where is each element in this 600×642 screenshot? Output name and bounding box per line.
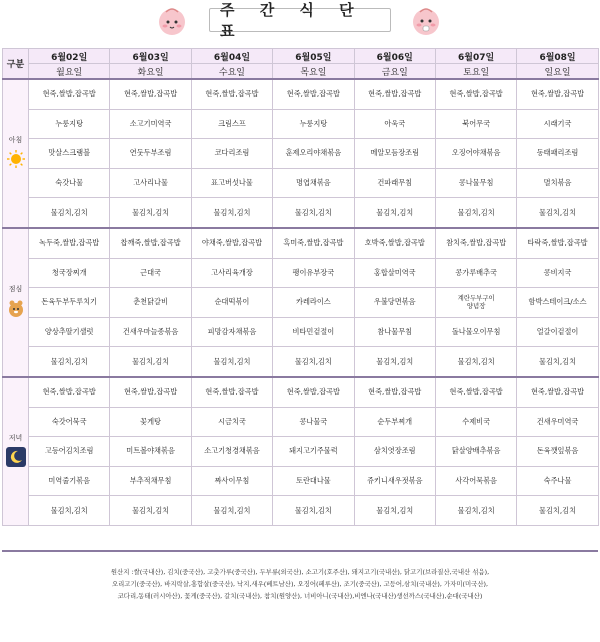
menu-cell: 녹두죽,쌀밥,잡곡밥: [29, 228, 110, 258]
moon-icon: [6, 461, 26, 469]
menu-cell: 닭살양배추볶음: [435, 437, 516, 467]
peach-character-icon: [410, 6, 442, 36]
menu-cell: 짜사이무침: [191, 466, 272, 496]
menu-row: [3, 437, 599, 467]
day-header: 목요일: [273, 64, 354, 80]
menu-cell: 오징어야채볶음: [435, 139, 516, 169]
menu-cell: 양상추딸기샐럿: [29, 317, 110, 347]
menu-cell: 물김치,김치: [110, 198, 191, 228]
menu-cell: 콩나물국: [273, 407, 354, 437]
page-header: [0, 0, 600, 40]
gubun-header: 구분: [3, 49, 29, 80]
menu-cell: 돌나물오이무침: [435, 317, 516, 347]
day-header-row: [3, 64, 599, 80]
sun-icon: [6, 163, 26, 171]
peach-character-icon: [156, 6, 188, 36]
menu-cell: 누룽지탕: [29, 109, 110, 139]
date-header: 6월03일: [110, 49, 191, 64]
menu-row: [3, 228, 599, 258]
menu-cell: 고사리육개장: [191, 258, 272, 288]
menu-row: [3, 139, 599, 169]
menu-cell: 물김치,김치: [354, 347, 435, 377]
menu-cell: 물김치,김치: [29, 347, 110, 377]
menu-cell: 춘천닭갈비: [110, 288, 191, 318]
menu-cell: 물김치,김치: [273, 198, 354, 228]
menu-cell: 현죽,쌀밥,잡곡밥: [29, 79, 110, 109]
menu-cell: 사각어묵볶음: [435, 466, 516, 496]
menu-row: [3, 496, 599, 526]
meal-label: 저녁: [8, 434, 23, 443]
day-header: 화요일: [110, 64, 191, 80]
menu-cell: 북어무국: [435, 109, 516, 139]
menu-cell: 훈제오리야채볶음: [273, 139, 354, 169]
menu-cell: 물김치,김치: [435, 198, 516, 228]
menu-cell: 소고기미역국: [110, 109, 191, 139]
date-header: 6월05일: [273, 49, 354, 64]
menu-cell: 물김치,김치: [110, 496, 191, 526]
origin-info: [2, 552, 598, 640]
menu-cell: 돼지고기주물럭: [273, 437, 354, 467]
menu-cell: 아욱국: [354, 109, 435, 139]
meal-label-cell: [3, 228, 29, 377]
menu-cell: 계란두부구이 양념장: [435, 288, 516, 318]
menu-cell: 현죽,쌀밥,잡곡밥: [29, 377, 110, 407]
menu-cell: 카레라이스: [273, 288, 354, 318]
menu-cell: 콩비지국: [517, 258, 598, 288]
menu-cell: 팽이유부장국: [273, 258, 354, 288]
menu-cell: 꽃게탕: [110, 407, 191, 437]
menu-cell: 순대떡볶이: [191, 288, 272, 318]
menu-cell: 참나물무침: [354, 317, 435, 347]
date-header-row: [3, 49, 599, 64]
menu-cell: 누룽지탕: [273, 109, 354, 139]
menu-cell: 물김치,김치: [191, 496, 272, 526]
day-header: 수요일: [191, 64, 272, 80]
menu-cell: 현죽,쌀밥,잡곡밥: [435, 377, 516, 407]
menu-cell: 물김치,김치: [191, 347, 272, 377]
menu-cell: 현죽,쌀밥,잡곡밥: [110, 79, 191, 109]
menu-cell: 우불당면볶음: [354, 288, 435, 318]
menu-cell: 피망감자채볶음: [191, 317, 272, 347]
day-header: 일요일: [517, 64, 598, 80]
menu-cell: 토란대나물: [273, 466, 354, 496]
menu-cell: 돈육깻잎볶음: [517, 437, 598, 467]
menu-row: [3, 347, 599, 377]
origin-line: 오리고기(중국산), 바지락살,홍합살(중국산), 낙지,새우(베트남산), 오징어(페루산), 조기(중국산), 고등어,삼치(국내산), 가자미(미국산),: [111, 580, 489, 588]
date-header: 6월02일: [29, 49, 110, 64]
menu-cell: 건새우마늘종볶음: [110, 317, 191, 347]
date-header: 6월08일: [517, 49, 598, 64]
menu-cell: 물김치,김치: [435, 347, 516, 377]
origin-line: 코다리,동태(러시아산), 꽃게(중국산), 갈치(국내산), 참치(원양산), 너비아니(국내산),비엔나(국내산)생선까스(국내산),순대(국내산): [117, 592, 483, 600]
origin-line: 원산지 :쌀(국내산), 김치(중국산), 고춧가루(중국산), 두부류(외국산), 소고기(호주산), 돼지고기(국내산), 닭고기(브라질산,국내산 섞음),: [110, 568, 490, 576]
menu-cell: 현죽,쌀밥,잡곡밥: [191, 79, 272, 109]
menu-row: [3, 168, 599, 198]
menu-cell: 물김치,김치: [273, 347, 354, 377]
menu-cell: 찹깨죽,쌀밥,잡곡밥: [110, 228, 191, 258]
menu-row: [3, 79, 599, 109]
menu-cell: 흑미죽,쌀밥,잡곡밥: [273, 228, 354, 258]
menu-cell: 시래기국: [517, 109, 598, 139]
menu-cell: 숙주나물: [517, 466, 598, 496]
menu-row: [3, 288, 599, 318]
menu-cell: 물김치,김치: [517, 198, 598, 228]
menu-cell: 현죽,쌀밥,잡곡밥: [435, 79, 516, 109]
menu-cell: 건파래무침: [354, 168, 435, 198]
menu-cell: 현죽,쌀밥,잡곡밥: [191, 377, 272, 407]
menu-cell: 현죽,쌀밥,잡곡밥: [273, 79, 354, 109]
day-header: 토요일: [435, 64, 516, 80]
menu-cell: 명엽채볶음: [273, 168, 354, 198]
menu-cell: 맛살스크램블: [29, 139, 110, 169]
menu-cell: 미트볼야채볶음: [110, 437, 191, 467]
menu-cell: 부추적채무침: [110, 466, 191, 496]
menu-cell: 메알모듬장조림: [354, 139, 435, 169]
day-header: 월요일: [29, 64, 110, 80]
menu-row: [3, 198, 599, 228]
menu-cell: 숙갓나물: [29, 168, 110, 198]
menu-cell: 참치죽,쌀밥,잡곡밥: [435, 228, 516, 258]
menu-row: [3, 109, 599, 139]
menu-cell: 소고기청경채볶음: [191, 437, 272, 467]
menu-cell: 청국장찌개: [29, 258, 110, 288]
date-header: 6월07일: [435, 49, 516, 64]
character-icon: [6, 312, 26, 320]
menu-cell: 현죽,쌀밥,잡곡밥: [517, 79, 598, 109]
menu-cell: 현죽,쌀밥,잡곡밥: [110, 377, 191, 407]
meal-label: 점심: [8, 285, 23, 294]
menu-row: [3, 377, 599, 407]
menu-cell: 현죽,쌀밥,잡곡밥: [273, 377, 354, 407]
menu-cell: 돈육두부두루치기: [29, 288, 110, 318]
menu-cell: 물김치,김치: [354, 198, 435, 228]
menu-cell: 고등어김치조림: [29, 437, 110, 467]
day-header: 금요일: [354, 64, 435, 80]
menu-cell: 현죽,쌀밥,잡곡밥: [517, 377, 598, 407]
menu-cell: 현죽,쌀밥,잡곡밥: [354, 377, 435, 407]
weekly-menu-table: [2, 48, 599, 526]
menu-cell: 멸치볶음: [517, 168, 598, 198]
menu-cell: 콩가루배추국: [435, 258, 516, 288]
menu-cell: 물김치,김치: [273, 496, 354, 526]
menu-cell: 코다리조림: [191, 139, 272, 169]
menu-cell: 고사리나물: [110, 168, 191, 198]
menu-cell: 삼치엿장조림: [354, 437, 435, 467]
menu-cell: 물김치,김치: [110, 347, 191, 377]
menu-cell: 현죽,쌀밥,잡곡밥: [354, 79, 435, 109]
menu-cell: 콩나물무침: [435, 168, 516, 198]
menu-cell: 얼갈이겉절이: [517, 317, 598, 347]
menu-cell: 물김치,김치: [354, 496, 435, 526]
page-title: 주 간 식 단 표: [209, 8, 391, 32]
menu-cell: 연둣두부조림: [110, 139, 191, 169]
menu-cell: 크림스프: [191, 109, 272, 139]
menu-cell: 근대국: [110, 258, 191, 288]
date-header: 6월06일: [354, 49, 435, 64]
menu-cell: 물김치,김치: [191, 198, 272, 228]
menu-cell: 동태패리조림: [517, 139, 598, 169]
meal-label-cell: [3, 377, 29, 525]
menu-cell: 물김치,김치: [29, 198, 110, 228]
menu-cell: 시금치국: [191, 407, 272, 437]
menu-cell: 숙갓어묵국: [29, 407, 110, 437]
menu-row: [3, 466, 599, 496]
menu-row: [3, 407, 599, 437]
menu-cell: 타락죽,쌀밥,잡곡밥: [517, 228, 598, 258]
date-header: 6월04일: [191, 49, 272, 64]
menu-row: [3, 258, 599, 288]
menu-cell: 비타민겉절이: [273, 317, 354, 347]
meal-label-cell: [3, 79, 29, 228]
menu-cell: 수제비국: [435, 407, 516, 437]
menu-cell: 물김치,김치: [517, 347, 598, 377]
menu-cell: 호박죽,쌀밥,잡곡밥: [354, 228, 435, 258]
menu-cell: 쥬키니새우젓볶음: [354, 466, 435, 496]
menu-cell: 순두부찌개: [354, 407, 435, 437]
menu-cell: 물김치,김치: [29, 496, 110, 526]
menu-cell: 물김치,김치: [435, 496, 516, 526]
menu-cell: 건새우미역국: [517, 407, 598, 437]
menu-cell: 물김치,김치: [517, 496, 598, 526]
menu-cell: 함박스테이크/소스: [517, 288, 598, 318]
menu-cell: 홍합살미역국: [354, 258, 435, 288]
menu-row: [3, 317, 599, 347]
menu-cell: 미역줄기볶음: [29, 466, 110, 496]
menu-cell: 표고버섯나물: [191, 168, 272, 198]
menu-cell: 야채죽,쌀밥,잡곡밥: [191, 228, 272, 258]
meal-label: 아침: [8, 136, 23, 145]
